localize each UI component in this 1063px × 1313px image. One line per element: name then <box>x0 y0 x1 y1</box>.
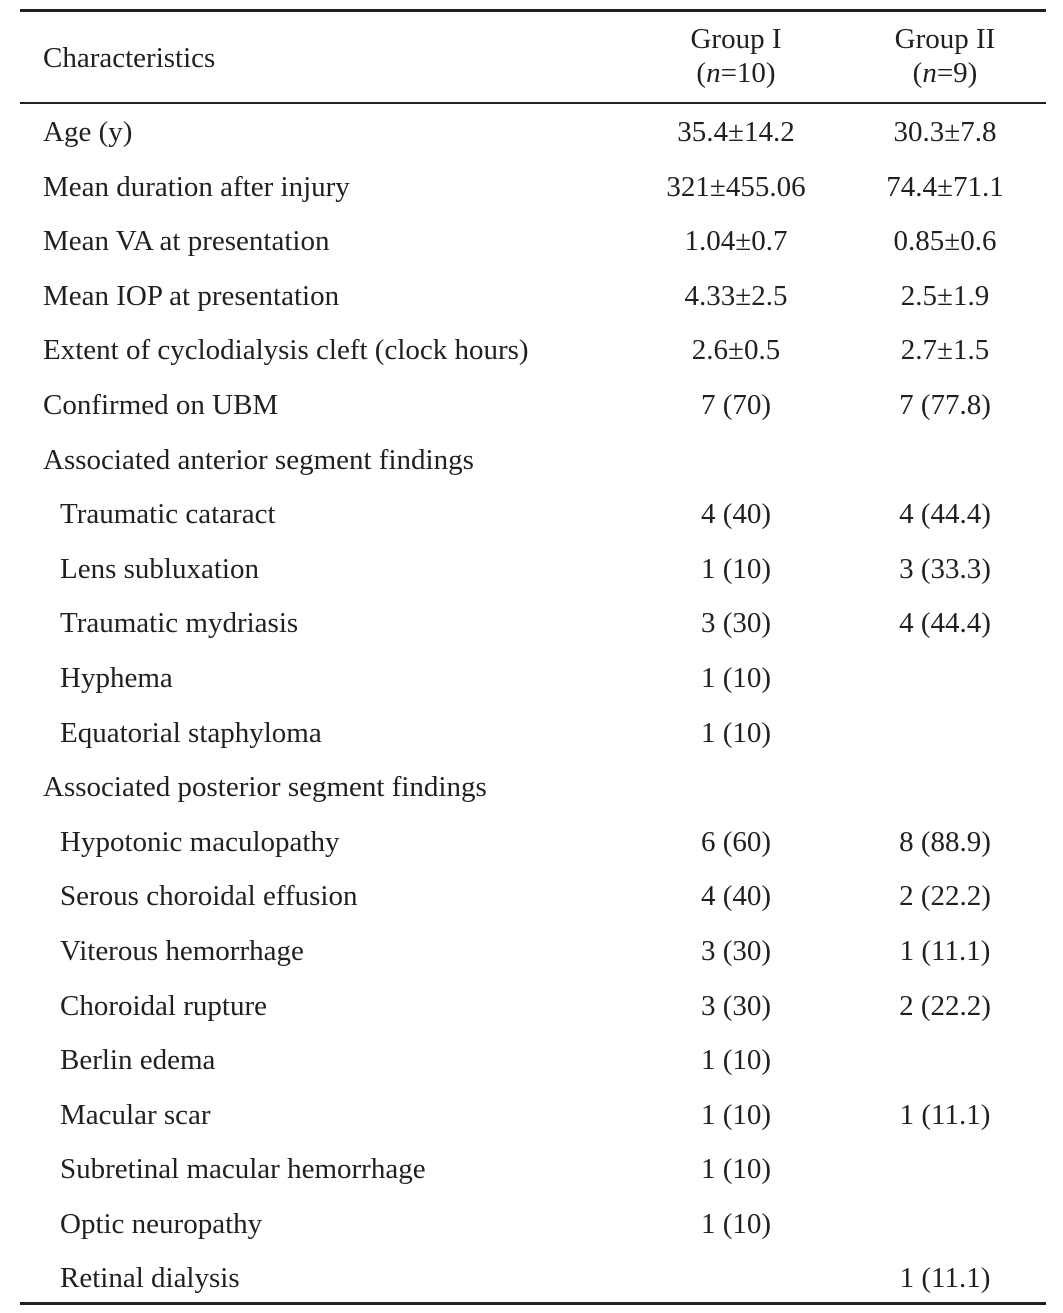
row-label: Mean IOP at presentation <box>43 279 340 312</box>
group-1-value: 6 (60) <box>700 825 772 858</box>
group-1-value: 1.04±0.7 <box>684 225 788 258</box>
group-1-value: 4 (40) <box>700 498 772 531</box>
table-row <box>0 596 1063 651</box>
table-row <box>0 869 1063 924</box>
group-1-value: 321±455.06 <box>666 170 806 203</box>
group-1-value: 1 (10) <box>700 1153 772 1186</box>
row-label: Viterous hemorrhage <box>60 934 304 967</box>
table-row <box>0 1251 1063 1306</box>
table-row <box>0 651 1063 706</box>
table-row <box>0 433 1063 488</box>
group-1-value: 7 (70) <box>700 388 772 421</box>
group-1-value: 1 (10) <box>700 1098 772 1131</box>
header-group-2-name: Group II <box>894 23 996 55</box>
table-row <box>0 1142 1063 1197</box>
row-label: Mean duration after injury <box>43 170 350 203</box>
header-group-2 <box>845 22 1045 90</box>
group-2-value: 0.85±0.6 <box>893 225 997 258</box>
row-label: Traumatic mydriasis <box>60 607 299 640</box>
header-characteristics: Characteristics <box>43 42 216 74</box>
group-1-value: 1 (10) <box>700 661 772 694</box>
row-label: Confirmed on UBM <box>43 388 279 421</box>
group-1-value: 4 (40) <box>700 880 772 913</box>
header-group-1-n-value: =10) <box>720 57 776 89</box>
group-2-value: 2.5±1.9 <box>900 279 990 312</box>
row-label: Berlin edema <box>60 1044 216 1077</box>
table-row <box>0 979 1063 1034</box>
group-2-value: 4 (44.4) <box>899 607 991 640</box>
table-row <box>0 323 1063 378</box>
group-1-value: 1 (10) <box>700 552 772 585</box>
row-label: Hyphema <box>60 661 173 694</box>
row-label: Optic neuropathy <box>60 1207 263 1240</box>
table-row <box>0 487 1063 542</box>
row-label: Associated posterior segment findings <box>43 771 487 804</box>
table-bottom-rule <box>20 1302 1046 1305</box>
table-row <box>0 160 1063 215</box>
row-label: Lens subluxation <box>60 552 259 585</box>
header-group-2-n <box>845 56 1045 90</box>
table-row <box>0 378 1063 433</box>
row-label: Choroidal rupture <box>60 989 267 1022</box>
table-row <box>0 1197 1063 1252</box>
table-row <box>0 105 1063 160</box>
group-1-value: 4.33±2.5 <box>684 279 788 312</box>
group-1-value: 3 (30) <box>700 934 772 967</box>
group-2-value: 1 (11.1) <box>899 934 991 967</box>
group-2-value: 2 (22.2) <box>899 989 991 1022</box>
table-header-rule <box>20 102 1046 104</box>
group-2-value: 4 (44.4) <box>899 498 991 531</box>
table-top-rule <box>20 9 1046 12</box>
header-group-1 <box>636 22 836 90</box>
group-2-value: 30.3±7.8 <box>893 116 997 148</box>
table-row <box>0 924 1063 979</box>
table-row <box>0 1033 1063 1088</box>
row-label: Subretinal macular hemorrhage <box>60 1153 426 1186</box>
group-1-value: 1 (10) <box>700 1044 772 1077</box>
row-label: Mean VA at presentation <box>43 225 330 258</box>
row-label: Retinal dialysis <box>60 1262 240 1295</box>
group-2-value: 3 (33.3) <box>899 552 991 585</box>
header-group-1-name: Group I <box>690 23 782 55</box>
header-group-1-n <box>636 56 836 90</box>
header-group-2-n-open: ( <box>912 57 923 89</box>
header-group-2-n-var: n <box>922 57 937 89</box>
row-label: Macular scar <box>60 1098 211 1131</box>
group-2-value: 1 (11.1) <box>899 1098 991 1131</box>
group-2-value: 2.7±1.5 <box>900 334 990 367</box>
group-1-value: 3 (30) <box>700 607 772 640</box>
group-2-value: 8 (88.9) <box>899 825 991 858</box>
row-label: Serous choroidal effusion <box>60 880 358 913</box>
group-1-value: 1 (10) <box>700 716 772 749</box>
table-row <box>0 269 1063 324</box>
table-row <box>0 542 1063 597</box>
table-row <box>0 760 1063 815</box>
header-group-1-n-var: n <box>706 57 721 89</box>
row-label: Traumatic cataract <box>60 498 276 531</box>
header-group-1-n-open: ( <box>696 57 707 89</box>
group-1-value: 2.6±0.5 <box>691 334 781 367</box>
table-row <box>0 815 1063 870</box>
table-body <box>0 105 1063 1306</box>
row-label: Extent of cyclodialysis cleft (clock hours) <box>43 334 529 367</box>
group-2-value: 74.4±71.1 <box>886 170 1004 203</box>
group-1-value: 35.4±14.2 <box>677 116 795 148</box>
group-2-value: 2 (22.2) <box>899 880 991 913</box>
table-row <box>0 1088 1063 1143</box>
group-2-value: 7 (77.8) <box>899 388 991 421</box>
row-label: Age (y) <box>43 116 133 148</box>
group-1-value: 1 (10) <box>700 1207 772 1240</box>
table-row <box>0 706 1063 761</box>
row-label: Equatorial staphyloma <box>60 716 322 749</box>
header-group-2-n-value: =9) <box>936 57 978 89</box>
row-label: Hypotonic maculopathy <box>60 825 340 858</box>
table-row <box>0 214 1063 269</box>
row-label: Associated anterior segment findings <box>43 443 474 476</box>
group-2-value: 1 (11.1) <box>899 1262 991 1295</box>
group-1-value: 3 (30) <box>700 989 772 1022</box>
